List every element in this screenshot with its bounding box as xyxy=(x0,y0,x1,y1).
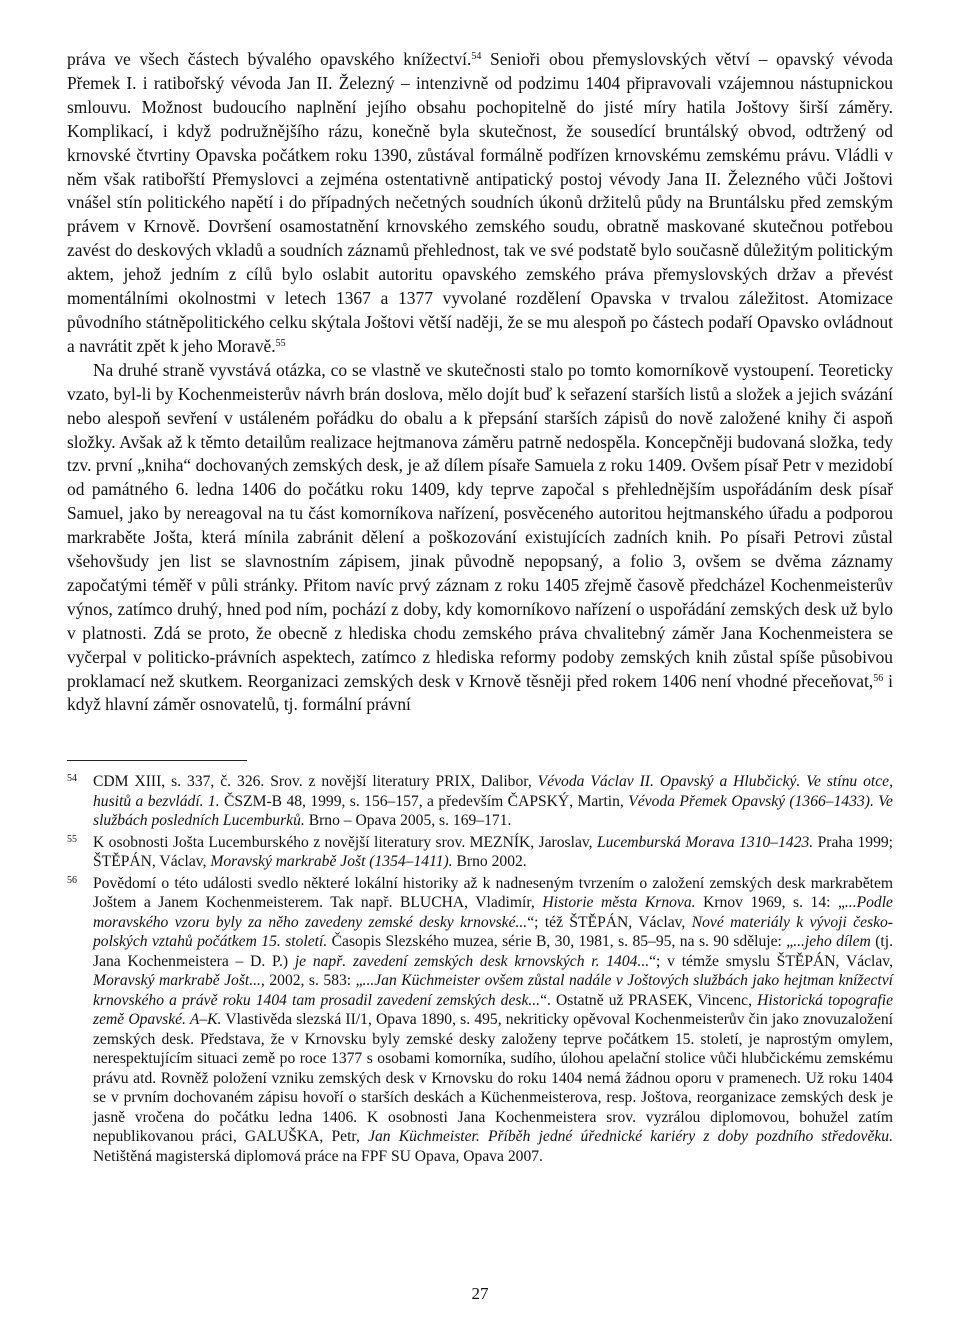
italic-title: Historie města Krnova. xyxy=(542,894,696,912)
text-run: “; v témže smyslu ŠTĚPÁN, Václav, xyxy=(649,952,893,970)
text-run: ČSZM-B 48, 1999, s. 156–157, a především ČAPSKÝ, Martin, xyxy=(219,792,629,810)
italic-title: Vévoda Václav II. Opavský a Hlubčický. Ve stínu otce, husitů a bezvládí. 1. xyxy=(93,773,893,810)
italic-quote: je např. zavedení zemských desk krnovských r. 1404... xyxy=(294,952,650,970)
footnote-ref-55[interactable]: 55 xyxy=(275,337,286,349)
text-run: Časopis Slezského muzea, série B, 30, 1981, s. 85–95, na s. 90 sděluje: „ xyxy=(327,933,794,951)
italic-title: Lucemburská Morava 1310–1423. xyxy=(596,833,814,851)
text-run: “; též ŠTĚPÁN, Václav, xyxy=(527,913,692,931)
text-run: Brno – Opava 2005, s. 169–171. xyxy=(304,812,512,830)
italic-title: Moravský markrabě Jošt..., xyxy=(93,972,265,990)
footnote-56 xyxy=(67,874,893,1167)
footnote-number: 54 xyxy=(67,773,77,785)
text-run: Vlastivěda slezská II/1, Opava 1890, s. 495, nekriticky opěvoval Kochenmeisterův čin jako znovuzaložení zemských desk. Představa, že v Krnovsku byly zemské desky založeny teprve počátkem 15. století, je naprostým omylem, nerespektujícím situaci země po roce 1377 s osobami komorníka, sudího, úlohou apelační stolice vůči hlubčickému zemskému právu atd. Rovněž položení vzniku zemských desk v Krnovsku do roku 1404 nemá žádnou oporu v pramenech. Už roku 1404 se v prvním dochovaném zápisu hovoří o starších deskách a Küchenmeisterova, resp. Joštova, reorganizace zemských desk je jasně vročena do počátku ledna 1406. K osobnosti Jana Kochenmeistera srov. vyzrálou diplomovou, bohužel zatím nepublikovanou práci, GALUŠKA, Petr, xyxy=(93,1011,893,1146)
italic-title: Nové materiály k vývoji česko-polských vztahů počátkem 15. století. xyxy=(93,913,893,951)
italic-title: Historická topografie země Opavské. A–K. xyxy=(93,991,893,1029)
text-run: (tj. Jana Kochenmeistera – D. P.) xyxy=(93,933,893,970)
text-run: K osobnosti Jošta Lucemburského z novější literatury srov. MEZNÍK, Jaroslav, xyxy=(93,833,597,851)
footnote-55 xyxy=(67,833,893,872)
footnote-ref-54[interactable]: 54 xyxy=(471,51,482,62)
text-run: Netištěná magisterská diplomová práce na FPF SU Opava, Opava 2007. xyxy=(93,1147,543,1165)
italic-quote: ...jeho dílem xyxy=(793,933,871,951)
footnote-ref-56[interactable]: 56 xyxy=(873,672,884,684)
text-run: CDM XIII, s. 337, č. 326. Srov. z novější literatury PRIX, Dalibor, xyxy=(93,773,538,791)
footnote-separator xyxy=(67,760,247,761)
page xyxy=(67,48,893,1168)
italic-title: Jan Küchmeister. Příběh jedné úřednické kariéry z doby pozdního středověku. xyxy=(368,1128,893,1146)
page-number: 27 xyxy=(471,1284,489,1303)
italic-quote: ...Podle moravského vzoru byly za něho zavedeny zemské desky krnovské... xyxy=(93,894,893,931)
italic-quote: ...Jan Küchmeister ovšem zůstal nadále v Joštových službách jako hejtman knížectví krnovského a právě roku 1404 tam prosadil zavedení zemských desk... xyxy=(93,972,893,1009)
text-run: práva ve všech částech bývalého opavského knížectví. xyxy=(67,49,472,69)
text-run: Praha 1999; ŠTĚPÁN, Václav, xyxy=(93,833,894,871)
text-run: Povědomí o této události svedlo některé lokální historiky až k nadneseným tvrzením o založení zemských desk markrabětem Joštem a Janem Kochenmeisterem. Tak např. BLUCHA, Vladimír, xyxy=(93,874,893,912)
text-run: Krnov 1969, s. 14: „ xyxy=(695,894,845,912)
footnote-number: 56 xyxy=(67,874,77,886)
footnotes xyxy=(67,772,893,1166)
text-run: 2002, s. 583: „ xyxy=(264,972,363,990)
paragraph-1 xyxy=(67,48,893,359)
paragraph-2 xyxy=(67,359,893,718)
footnote-54 xyxy=(67,772,893,831)
text-run: Na druhé straně vyvstává otázka, co se vlastně ve skutečnosti stalo po tomto komorníkově vystoupení. Teoreticky vzato, byl-li by Kochenmeisterův návrh brán doslova, mělo dojít buď k seřazení starších listů a složek a jejich svázání nebo alespoň sevření v ustáleném pořádku do obalu a k přepsání starších zápisů do nově založené knihy či aspoň složky. Avšak až k těmto detailům realizace hejtmanova záměru patrně nedospěla. Koncepčněji budovaná složka, tedy tzv. první „kniha“ dochovaných zemských desk, je až dílem písaře Samuela z roku 1409. Ovšem písař Petr v mezidobí od památného 6. ledna 1406 do počátku roku 1409, kdy teprve započal s přehlednějším uspořádáním desk písař Samuel, jako by nereagoval na tu část komorníkova nařízení, posvěceného autoritou hejtmanského úřadu a podporou markraběte Jošta, která mínila zabránit dělení a poškozování existujících zadních knih. Po písaři Petrovi zůstal všehovšudy jen list se slavnostním zápisem, jinak původně nepopsaný, a folio 3, ovšem se dvěma záznamy započatými téměř v půli stránky. Přitom navíc prvý záznam z roku 1405 zřejmě časově předcházel Kochenmeisterův výnos, zatímco druhý, hned pod ním, pochází z doby, kdy komorníkovo nařízení o uspořádání zemských desk už bylo v platnosti. Zdá se proto, že obecně z hlediska chodu zemského práva chvalitebný záměr Jana Kochenmeistera se vyčerpal v politicko-právních aspektech, zatímco z hlediska reformy podoby zemských knih zůstal spíše působivou proklamací než skutkem. Reorganizaci zemských desk v Krnově těsněji před rokem 1406 není vhodné přeceňovat, xyxy=(67,359,893,691)
main-text xyxy=(67,48,893,717)
text-run: “. Ostatně už PRASEK, Vincenc, xyxy=(540,991,758,1009)
text-run: Senioři obou přemyslovských větví – opavský vévoda Přemek I. i ratibořský vévoda Jan II. Železný – intenzivně od podzimu 1404 připravovali vzájemnou nástupnickou smlouvu. Možnost budoucího naplnění jejího obsahu pochopitelně do jisté míry hatila Joštovy širší záměry. Komplikací, i když podružnějšího rázu, konečně byla skutečnost, že sousedící bruntálský obvod, odtržený od krnovské čtvrtiny Opavska počátkem roku 1390, zůstával formálně podřízen krnovskému zemskému právu. Vládli v něm však ratibořští Přemyslovci a zejména ostentativně antipatický postoj vévody Jana II. Železného vůči Joštovi vnášel stín politického napětí i do případných nečetných soudních úkonů držitelů půdy na Bruntálsku před zemským právem v Krnově. Dovršení osamostatnění krnovského zemského soudu, obratně maskované skutečnou potřebou zavést do deskových vkladů a soudních záznamů přehlednost, tak ve své podstatě bylo současně důležitým politickým aktem, jehož jedním z cílů bylo oslabit autoritu opavského zemského práva přemyslovských držav a převést momentálními okolnostmi v letech 1367 a 1377 vyvolané rozdělení Opavska v trvalou záležitost. Atomizace původního státněpolitického celku skýtala Joštovi větší naději, že se mu alespoň po částech podaří Opavsko ovládnout a navrátit zpět k jeho Moravě. xyxy=(67,49,894,356)
text-run: i když hlavní záměr osnovatelů, tj. formální právní xyxy=(67,670,893,715)
text-run: Brno 2002. xyxy=(452,853,527,871)
footnote-number: 55 xyxy=(67,833,77,845)
italic-title: Vévoda Přemek Opavský (1366–1433). Ve službách posledních Lucemburků. xyxy=(93,792,893,830)
italic-title: Moravský markrabě Jošt (1354–1411). xyxy=(210,853,453,871)
